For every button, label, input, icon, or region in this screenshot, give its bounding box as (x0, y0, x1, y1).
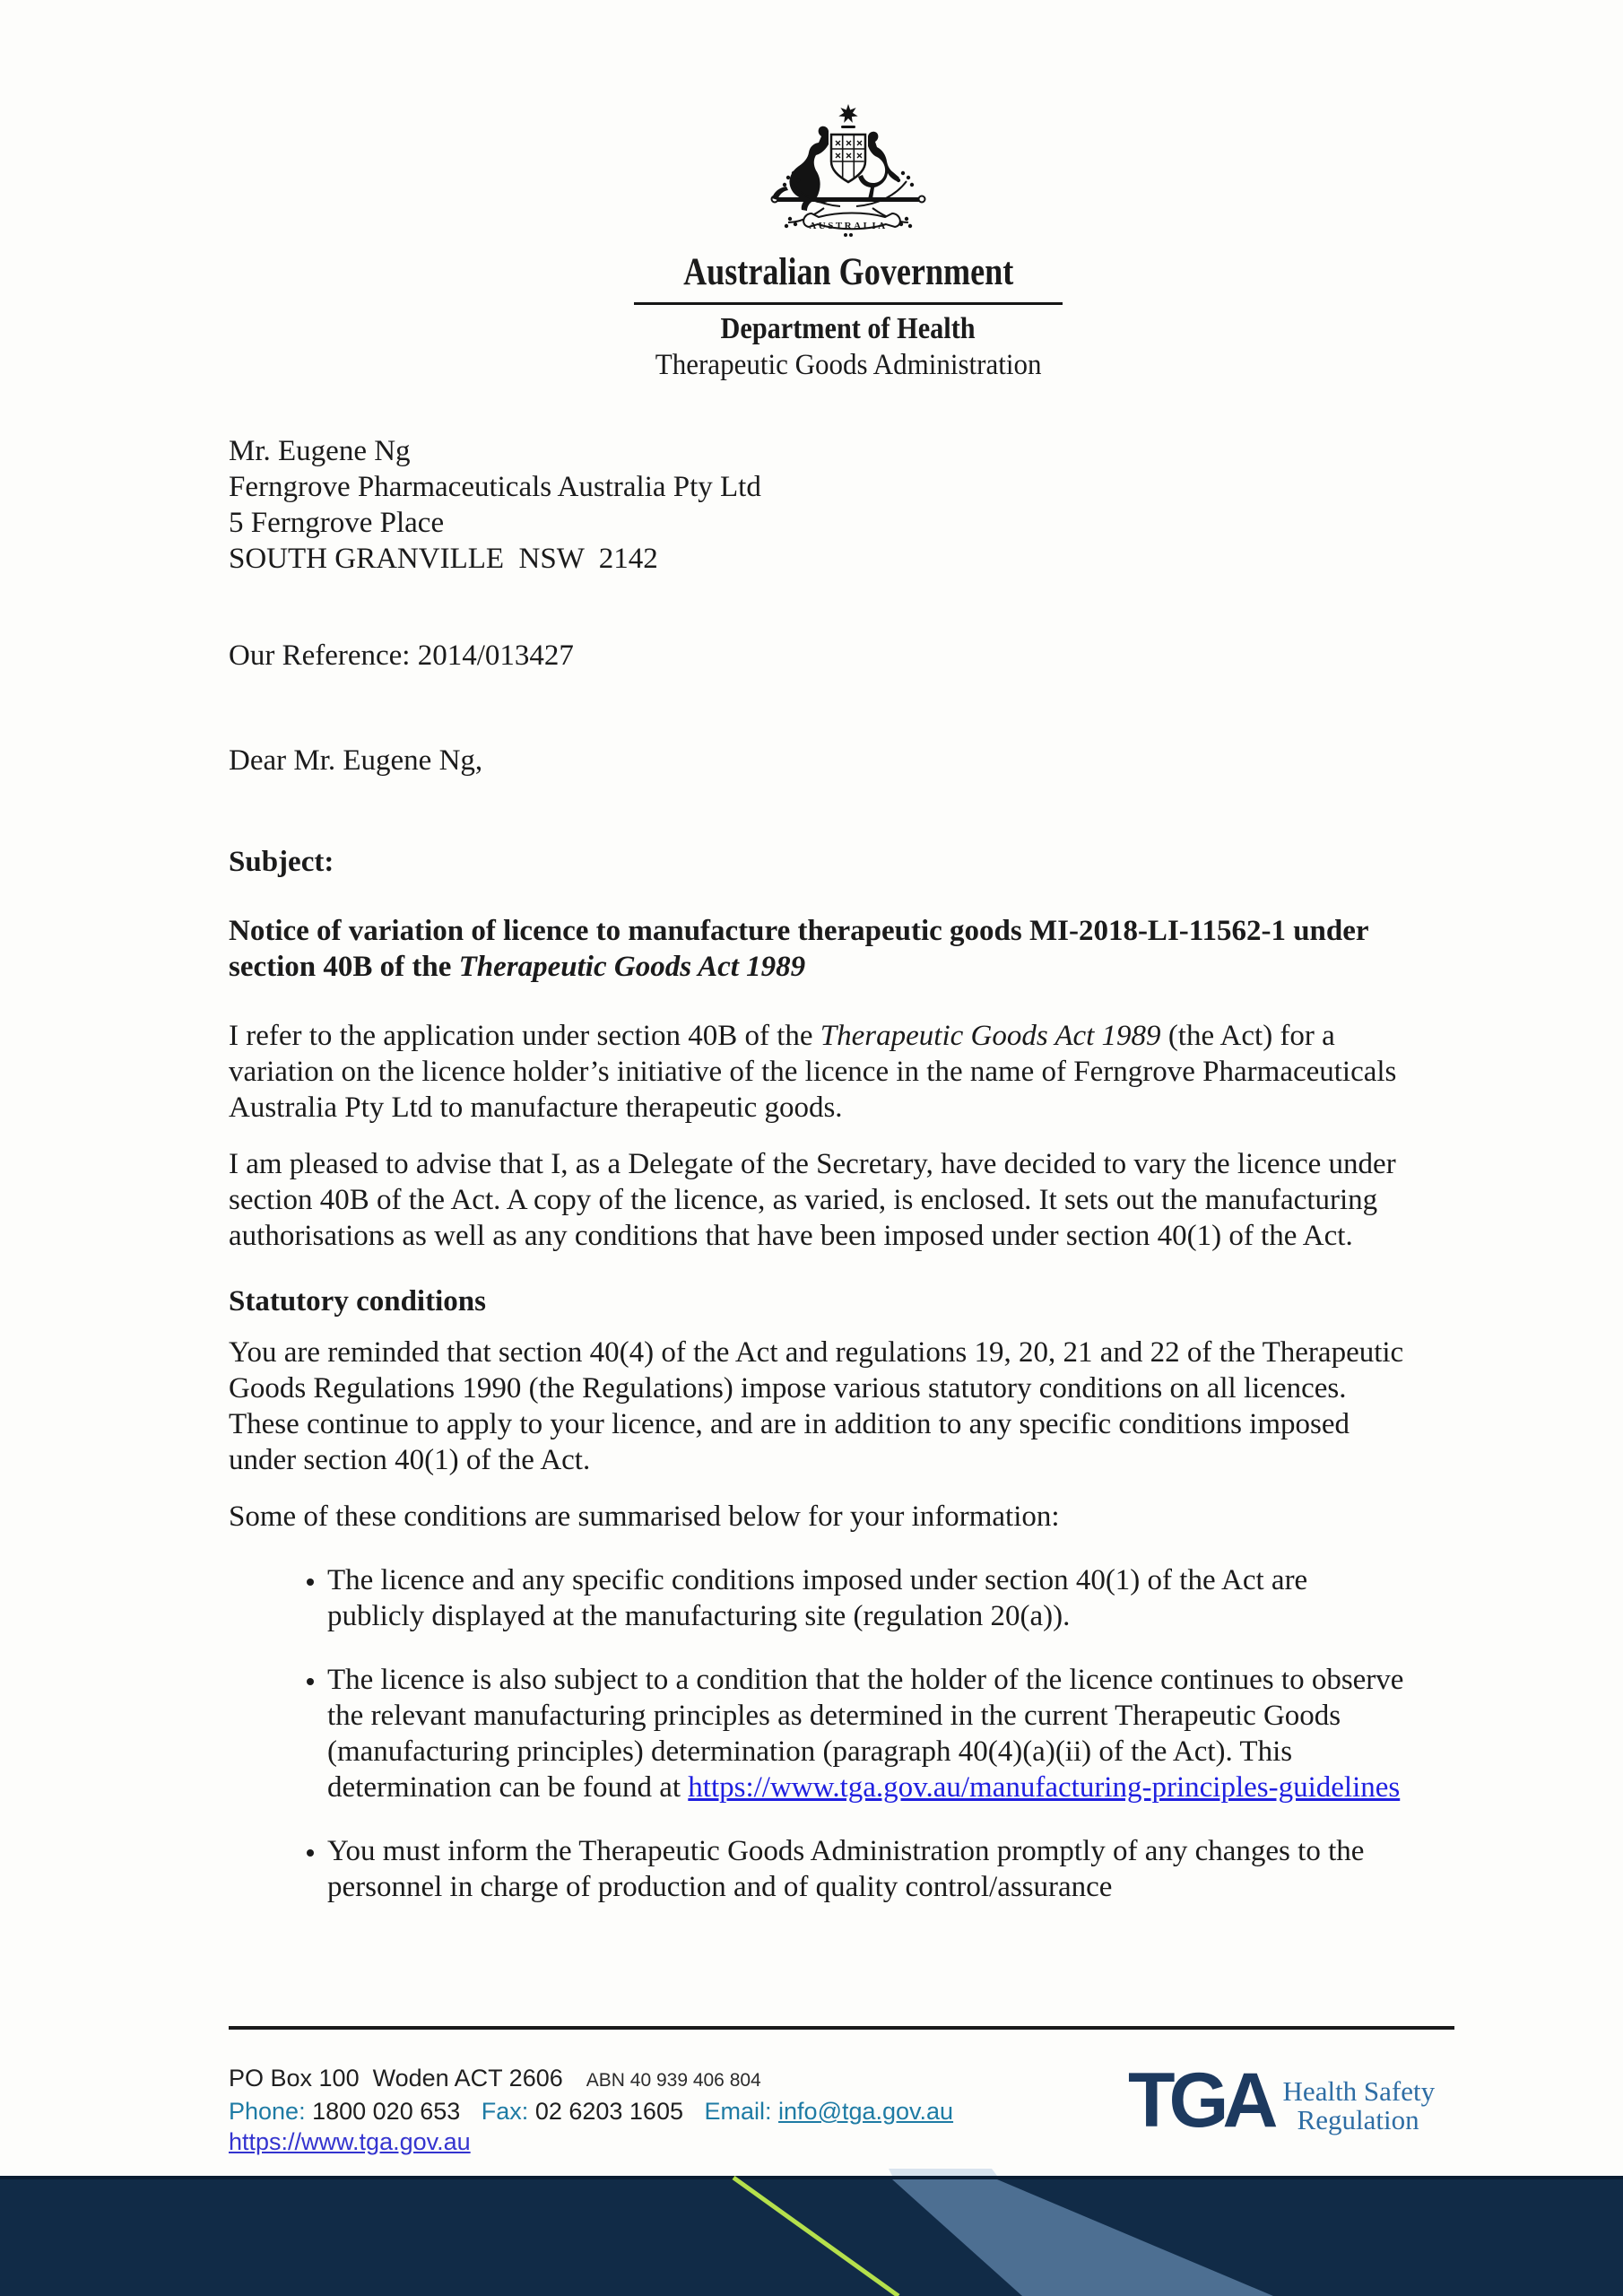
commonwealth-star-icon (838, 104, 857, 123)
paragraph-application (229, 1018, 1405, 1126)
paragraph-text: (the Act) for a variation on the licence holder’s initiative of the licence in the name of Ferngrove Pharmaceuticals Australia Pty Ltd to manufacture therapeutic goods. (229, 1020, 1397, 1124)
footer-contact-block (229, 2063, 953, 2157)
crest-banner-text: AUSTRALIA (809, 221, 888, 231)
manufacturing-principles-link[interactable]: https://www.tga.gov.au/manufacturing-principles-guidelines (688, 1771, 1401, 1804)
paragraph-statutory: You are reminded that section 40(4) of the Act and regulations 19, 20, 21 and 22 of the Therapeutic Goods Regulations 1990 (the Regulations) impose various statutory conditions on all licences. These continue to apply to your licence, and are in addition to any specific conditions imposed under section 40(1) of the Act. (229, 1336, 1404, 1476)
department-title: Department of Health (720, 312, 976, 346)
government-title: Australian Government (682, 251, 1014, 293)
reference-line: Our Reference: 2014/013427 (229, 639, 574, 672)
masthead-divider (634, 302, 1063, 305)
condition-item-principles (327, 1662, 1405, 1805)
salutation: Dear Mr. Eugene Ng, (229, 744, 483, 777)
paragraph-summary-intro: Some of these conditions are summarised below for your information: (229, 1500, 1060, 1533)
recipient-street: 5 Ferngrove Place (229, 507, 445, 539)
conditions-list (229, 1562, 1405, 1905)
statutory-conditions-heading: Statutory conditions (229, 1285, 486, 1318)
act-name-italic: Therapeutic Goods Act 1989 (458, 951, 806, 983)
email-link[interactable]: info@tga.gov.au (778, 2098, 954, 2125)
tga-logo-tagline (1283, 2077, 1436, 2135)
tga-logo (1128, 2057, 1436, 2144)
fax-number: 02 6203 1605 (534, 2098, 683, 2125)
paragraph-text: I refer to the application under section 40B of the (229, 1020, 820, 1052)
condition-item-personnel: • You must inform the Therapeutic Goods Administration promptly of any changes to the personnel in charge of production and of quality control/assurance (327, 1833, 1405, 1905)
phone-number: 1800 020 653 (312, 2098, 461, 2125)
email-label: Email: (704, 2098, 772, 2125)
subject-label: Subject: (229, 846, 334, 878)
website-link[interactable]: https://www.tga.gov.au (229, 2128, 471, 2155)
tga-logo-text: TGA (1128, 2057, 1272, 2144)
fax-label: Fax: (481, 2098, 529, 2125)
footer-divider (229, 2026, 1454, 2030)
recipient-address (229, 433, 1405, 577)
footer-phone-line (229, 2096, 953, 2126)
agency-title: Therapeutic Goods Administration (655, 348, 1042, 381)
subject-title (229, 913, 1405, 985)
recipient-company: Ferngrove Pharmaceuticals Australia Pty Ltd (229, 471, 761, 503)
tagline-line-2: Regulation (1297, 2104, 1419, 2135)
condition-item-display: • The licence and any specific conditions imposed under section 40(1) of the Act are publicly displayed at the manufacturing site (regulation 20(a)). (327, 1562, 1405, 1634)
condition-text: The licence is also subject to a condition that the holder of the licence continues to observe the relevant manufacturing principles as determined in the current Therapeutic Goods (manufacturing principles) determination (paragraph 40(4)(a)(ii) of the Act). This determination can be found at (327, 1664, 1404, 1804)
recipient-city-line: SOUTH GRANVILLE NSW 2142 (229, 543, 658, 575)
footer-address-line (229, 2063, 953, 2096)
abn-text: ABN 40 939 406 804 (586, 2070, 761, 2091)
footer-website-line (229, 2126, 953, 2157)
recipient-name: Mr. Eugene Ng (229, 435, 411, 467)
phone-label: Phone: (229, 2098, 306, 2125)
po-box-text: PO Box 100 Woden ACT 2606 (229, 2065, 563, 2092)
australian-coat-of-arms-icon (754, 102, 942, 242)
letter-body (229, 433, 1405, 1905)
act-name-italic: Therapeutic Goods Act 1989 (820, 1020, 1161, 1052)
subject-title-text: Notice of variation of licence to manufacture therapeutic goods MI-2018-LI-11562-1 under section 40B of the (229, 915, 1368, 983)
letterhead (37, 0, 1623, 380)
paragraph-decision: I am pleased to advise that I, as a Delegate of the Secretary, have decided to vary the licence under section 40B of the Act. A copy of the licence, as varied, is enclosed. It sets out the manufacturing authorisations as well as any conditions that have been imposed under section 40(1) of the Act. (229, 1148, 1396, 1252)
tagline-line-1: Health Safety (1282, 2075, 1436, 2107)
footer-band (0, 2154, 1623, 2296)
